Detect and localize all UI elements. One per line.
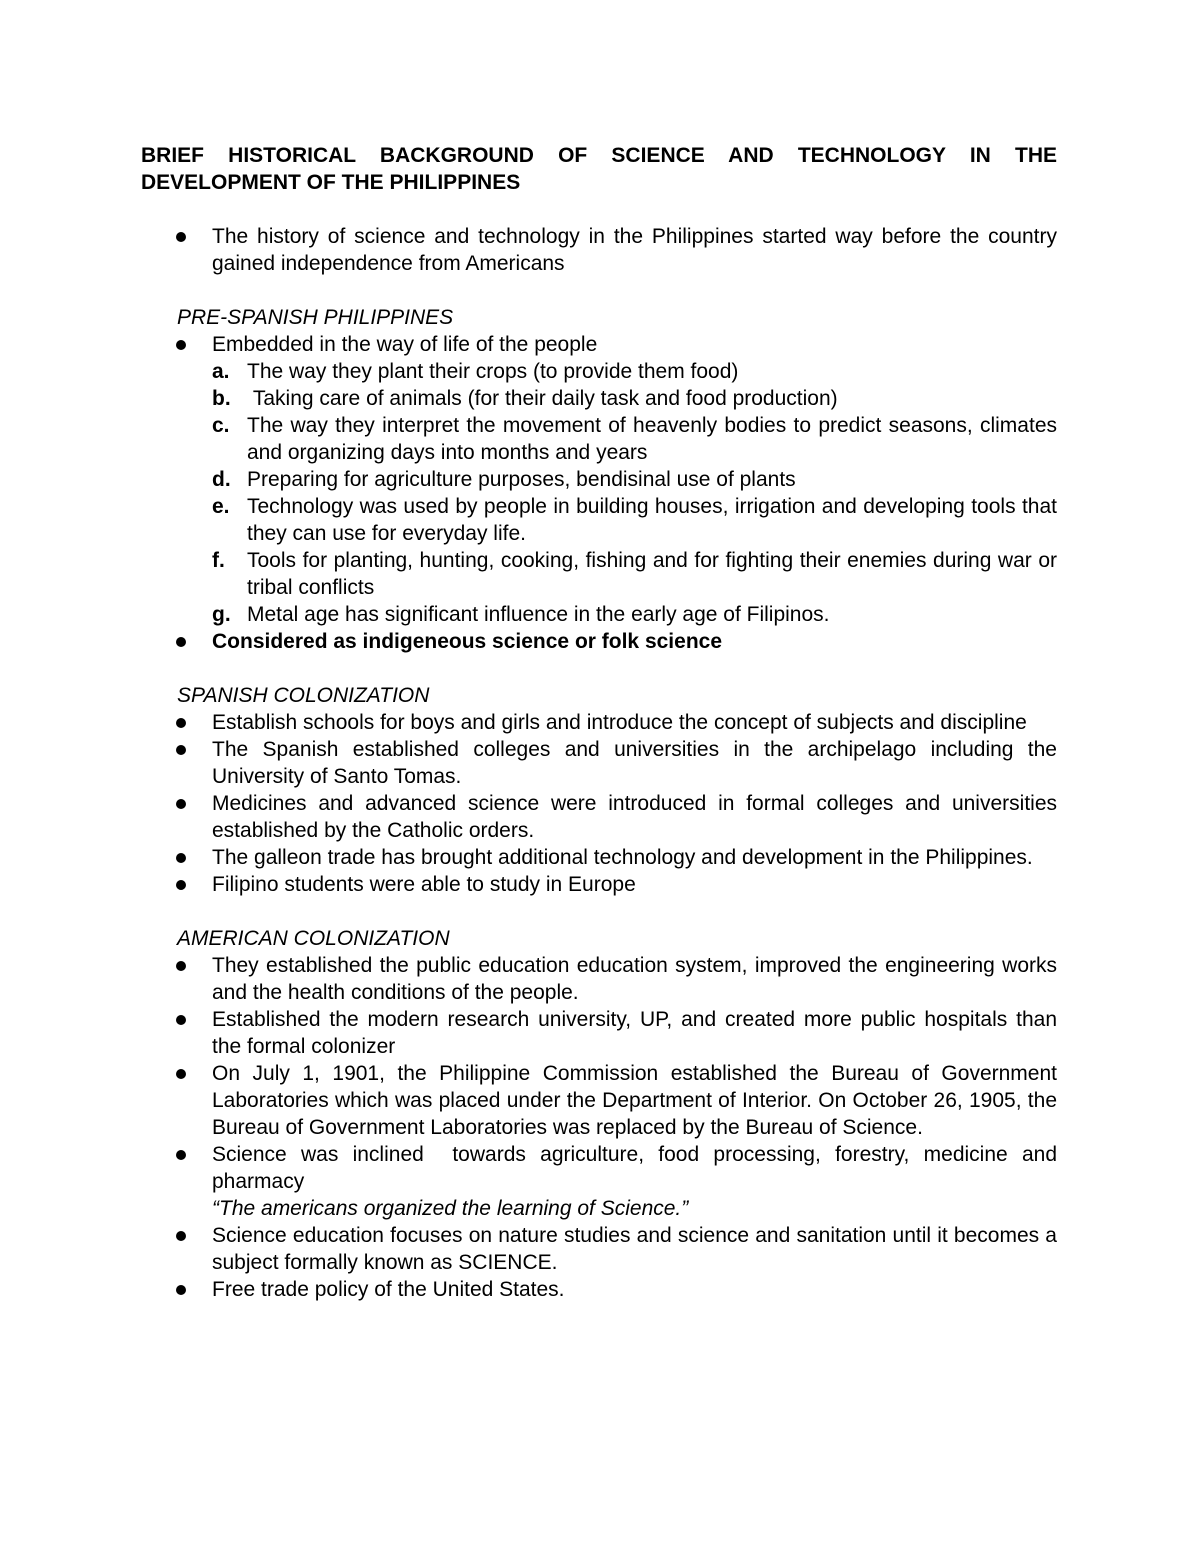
sublist-marker: d. (212, 468, 231, 491)
list-item-text: Medicines and advanced science were introduced in formal colleges and universities established by the Catholic orders. (212, 792, 1057, 842)
sublist-item-text: The way they plant their crops (to provide them food) (247, 360, 739, 383)
document-title: BRIEF HISTORICAL BACKGROUND OF SCIENCE AND TECHNOLOGY IN THE DEVELOPMENT OF THE PHILIPPINES (141, 144, 1057, 194)
bullet-icon (176, 961, 186, 971)
bullet-icon (176, 745, 186, 755)
pre-spanish-list (141, 331, 1057, 655)
bullet-icon (176, 1285, 186, 1295)
list-item (141, 223, 1057, 277)
american-list (141, 952, 1063, 1303)
list-item (141, 952, 1057, 1006)
list-item (141, 844, 1057, 871)
sublist-item (212, 412, 1057, 466)
bullet-icon (176, 232, 186, 242)
bullet-icon (176, 1015, 186, 1025)
sublist-item (212, 385, 1057, 412)
list-item (141, 871, 1057, 898)
sublist-item-text: Metal age has significant influence in the early age of Filipinos. (247, 603, 830, 626)
pre-spanish-sublist (212, 358, 1057, 628)
sublist-item (212, 466, 1057, 493)
bullet-icon (176, 880, 186, 890)
sublist-item-text: Technology was used by people in building houses, irrigation and developing tools that they can use for everyday life. (247, 495, 1057, 545)
list-item (141, 1276, 1057, 1303)
bullet-icon (176, 1069, 186, 1079)
list-item-text: Science was inclined towards agriculture, food processing, forestry, medicine and pharmacy (212, 1143, 1063, 1193)
list-item-text: The galleon trade has brought additional technology and development in the Philippines. (212, 846, 1033, 869)
list-item (141, 709, 1057, 736)
spacer (141, 898, 1057, 925)
quote-text: “The americans organized the learning of Science.” (212, 1197, 689, 1220)
section-heading-spanish: SPANISH COLONIZATION (177, 684, 430, 707)
bullet-icon (176, 1150, 186, 1160)
section-heading-pre-spanish: PRE-SPANISH PHILIPPINES (177, 306, 454, 329)
bullet-icon (176, 799, 186, 809)
sublist-marker: c. (212, 414, 230, 437)
sublist-marker: f. (212, 549, 225, 572)
list-item (141, 1141, 1063, 1222)
sublist-item (212, 493, 1057, 547)
bullet-icon (176, 340, 186, 350)
sublist-item (212, 358, 1057, 385)
bullet-icon (176, 1231, 186, 1241)
list-item (141, 1006, 1057, 1060)
spanish-list (141, 709, 1057, 898)
list-item-text: Establish schools for boys and girls and introduce the concept of subjects and discipline (212, 711, 1027, 734)
list-item-text: They established the public education education system, improved the engineering works and the health conditions of the people. (212, 954, 1057, 1004)
intro-list (141, 223, 1057, 277)
sublist-marker: b. (212, 387, 231, 410)
sublist-item (212, 547, 1057, 601)
list-item-text: Established the modern research university, UP, and created more public hospitals than the formal colonizer (212, 1008, 1057, 1058)
list-item-text: The history of science and technology in the Philippines started way before the country gained independence from Americans (212, 225, 1057, 275)
bullet-icon (176, 853, 186, 863)
list-item (141, 628, 1057, 655)
sublist-item-text: Preparing for agriculture purposes, bendisinal use of plants (247, 468, 796, 491)
bullet-icon (176, 637, 186, 647)
sublist-marker: a. (212, 360, 230, 383)
list-item (141, 331, 1057, 628)
sublist-item-text: The way they interpret the movement of heavenly bodies to predict seasons, climates and organizing days into months and years (247, 414, 1057, 464)
list-item-text: Considered as indigeneous science or folk science (212, 630, 723, 653)
sublist-item (212, 601, 1057, 628)
spacer (141, 196, 1057, 223)
list-item (141, 1222, 1057, 1276)
list-item-text: Free trade policy of the United States. (212, 1278, 565, 1301)
list-item (141, 736, 1057, 790)
list-item-text: The Spanish established colleges and universities in the archipelago including the University of Santo Tomas. (212, 738, 1057, 788)
list-item (141, 1060, 1057, 1141)
list-item (141, 790, 1057, 844)
spacer (141, 277, 1057, 304)
list-item-text: On July 1, 1901, the Philippine Commission established the Bureau of Government Laboratories which was placed under the Department of Interior. On October 26, 1905, the Bureau of Government Laboratories was replaced by the Bureau of Science. (212, 1062, 1057, 1139)
sublist-marker: e. (212, 495, 230, 518)
sublist-item-text: Tools for planting, hunting, cooking, fishing and for fighting their enemies during war or tribal conflicts (247, 549, 1057, 599)
sublist-item-text: Taking care of animals (for their daily task and food production) (247, 387, 838, 410)
list-item-text: Science education focuses on nature studies and science and sanitation until it becomes a subject formally known as SCIENCE. (212, 1224, 1057, 1274)
sublist-marker: g. (212, 603, 231, 626)
bullet-icon (176, 718, 186, 728)
section-heading-american: AMERICAN COLONIZATION (177, 927, 450, 950)
spacer (141, 655, 1057, 682)
list-item-text: Filipino students were able to study in Europe (212, 873, 636, 896)
list-item-text: Embedded in the way of life of the people (212, 333, 598, 356)
document-body (141, 142, 1063, 1303)
